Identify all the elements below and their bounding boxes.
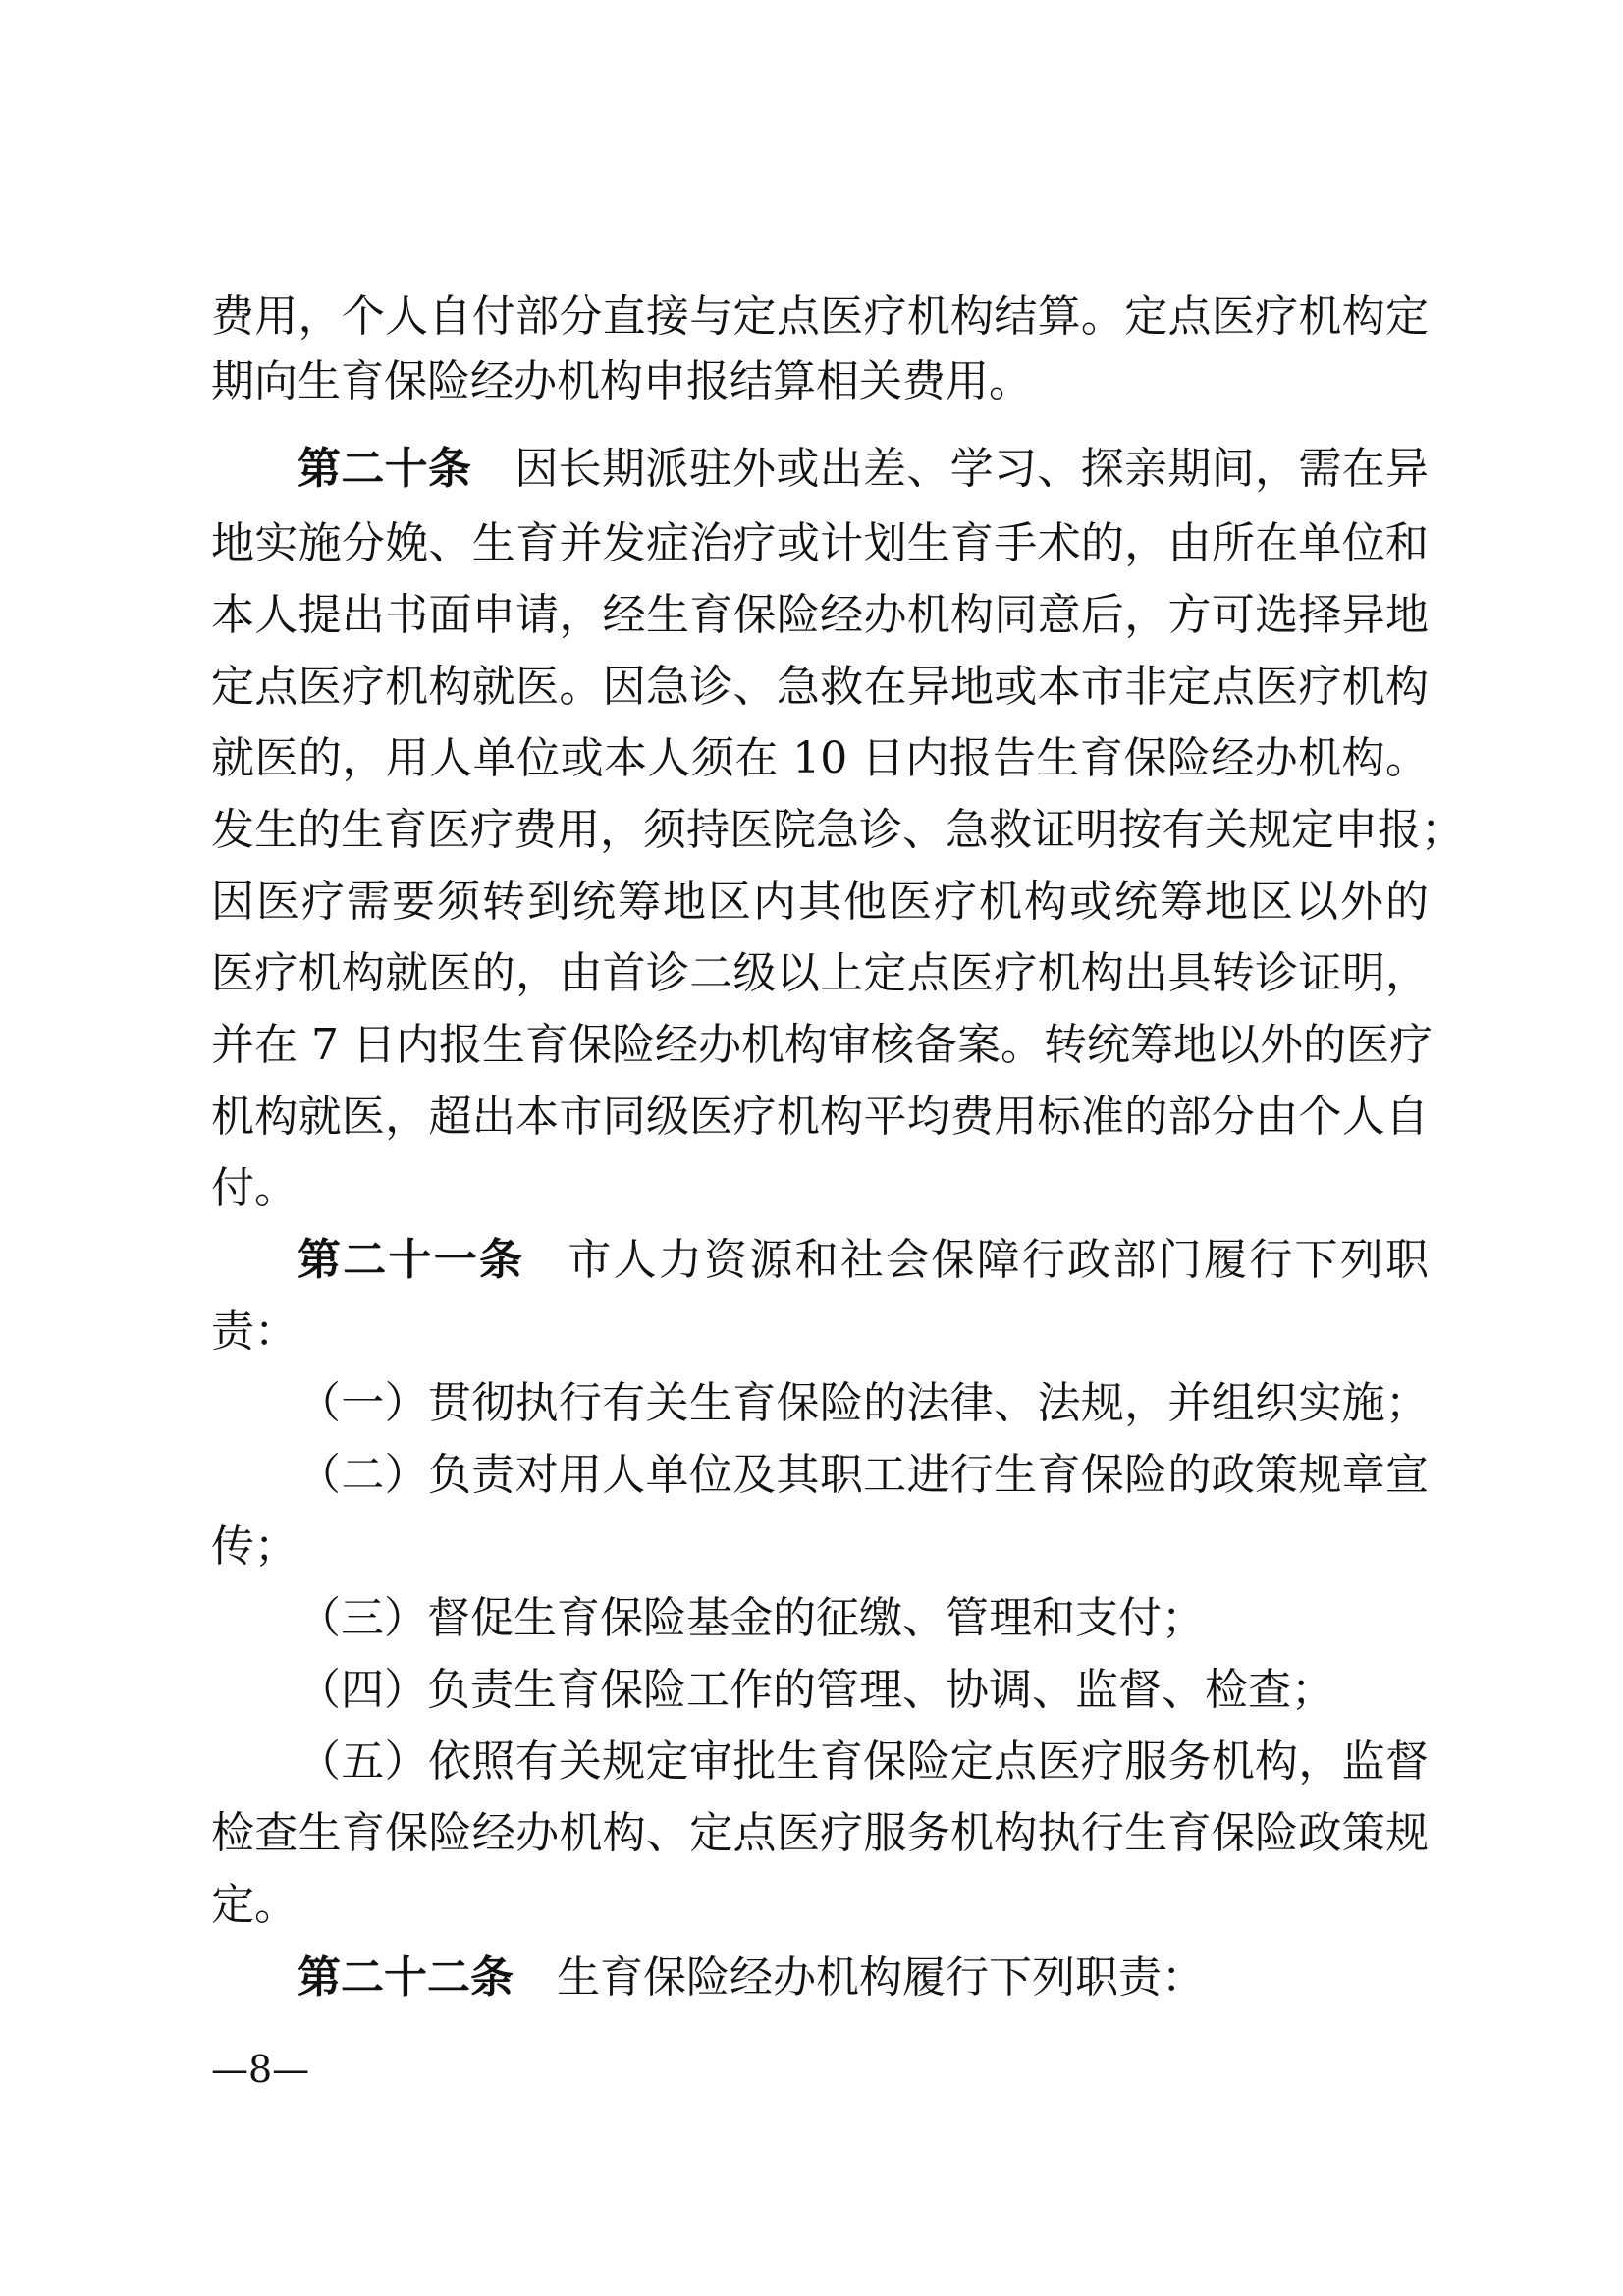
text-line: 因医疗需要须转到统筹地区内其他医疗机构或统筹地区以外的	[211, 877, 1429, 927]
list-item: （五）依照有关规定审批生育保险定点医疗服务机构，监督	[298, 1736, 1429, 1787]
text-line: 发生的生育医疗费用，须持医院急诊、急救证明按有关规定申报；	[211, 805, 1464, 855]
article-22-paragraph	[298, 1949, 1429, 2007]
article-20-paragraph	[298, 440, 1429, 499]
text-line: 定点医疗机构就医。因急诊、急救在异地或本市非定点医疗机构	[211, 662, 1429, 712]
text-line: 期向生育保险经办机构申报结算相关费用。	[211, 356, 1032, 406]
article-21-title: 第二十一条	[298, 1235, 525, 1285]
text-line: 就医的，用人单位或本人须在 10 日内报告生育保险经办机构。	[211, 733, 1429, 783]
article-20-title: 第二十条	[298, 444, 472, 494]
list-item: （三）督促生育保险基金的征缴、管理和支付；	[298, 1593, 1205, 1643]
text-line: 检查生育保险经办机构、定点医疗服务机构执行生育保险政策规	[211, 1808, 1429, 1858]
list-item: （二）负责对用人单位及其职工进行生育保险的政策规章宣	[298, 1450, 1429, 1500]
article-21-text: 市人力资源和社会保障行政部门履行下列职	[568, 1235, 1430, 1285]
article-21-paragraph	[298, 1231, 1429, 1290]
article-22-text: 生育保险经办机构履行下列职责：	[557, 1952, 1205, 2002]
text-line: 传；	[211, 1522, 298, 1572]
text-line: 费用，个人自付部分直接与定点医疗机构结算。定点医疗机构定	[211, 292, 1429, 342]
text-line: 本人提出书面申请，经生育保险经办机构同意后，方可选择异地	[211, 590, 1429, 640]
text-line: 付。	[211, 1163, 298, 1213]
text-line: 责：	[211, 1307, 298, 1357]
text-line: 医疗机构就医的，由首诊二级以上定点医疗机构出具转诊证明，	[211, 948, 1429, 998]
article-22-title: 第二十二条	[298, 1952, 514, 2002]
page-number: —8—	[211, 2048, 310, 2091]
list-item: （四）负责生育保险工作的管理、协调、监督、检查；	[298, 1665, 1334, 1715]
text-line: 定。	[211, 1880, 298, 1930]
article-20-text: 因长期派驻外或出差、学习、探亲期间，需在异	[514, 444, 1430, 494]
text-line: 机构就医，超出本市同级医疗机构平均费用标准的部分由个人自	[211, 1092, 1429, 1142]
text-line: 并在 7 日内报生育保险经办机构审核备案。转统筹地以外的医疗	[211, 1020, 1433, 1070]
list-item: （一）贯彻执行有关生育保险的法律、法规，并组织实施；	[298, 1378, 1429, 1428]
text-line: 地实施分娩、生育并发症治疗或计划生育手术的，由所在单位和	[211, 518, 1429, 568]
